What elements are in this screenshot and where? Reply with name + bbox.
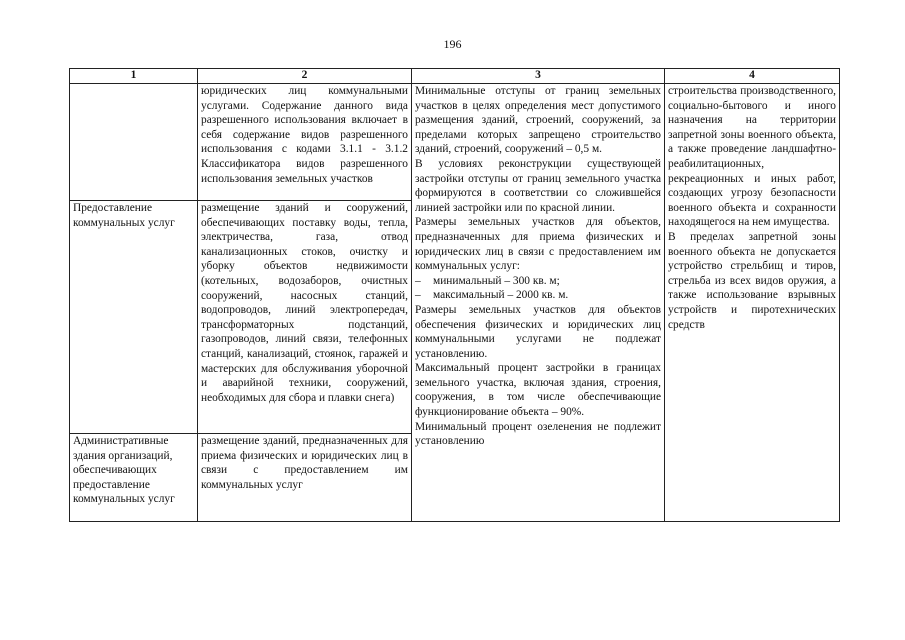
- table-header-row: [70, 69, 840, 84]
- parameters-para-3: Размеры земельных участков для объектов, предназначенных для приема физических и юридических лиц в связи с предоставлением им коммунальных услуг:: [415, 216, 661, 273]
- list-item: – максимальный – 2000 кв. м.: [415, 288, 661, 303]
- use-description-cell: размещение зданий, предназначенных для приема физических и юридических лиц в связи с предоставлением им коммунальных услуг: [198, 434, 412, 522]
- use-type-cell: Предоставление коммунальных услуг: [70, 201, 198, 434]
- restrictions-para-2: В пределах запретной зоны военного объекта не допускается устройство стрельбищ и тиров, стрельба из всех видов оружия, а также использование взрывных устройств и пиротехнических средств: [668, 230, 836, 331]
- use-type-cell: [70, 84, 198, 201]
- parameters-para-4: Размеры земельных участков для объектов обеспечения физических и юридических лиц коммунальными услугами не подлежат установлению.: [415, 303, 661, 360]
- page-number: 196: [443, 37, 462, 51]
- column-header-4: 4: [665, 69, 840, 84]
- regulations-table: [69, 68, 840, 522]
- use-description-cell: размещение зданий и сооружений, обеспечивающих поставку воды, тепла, электричества, газа, отвод канализационных стоков, очистку и уборку объектов недвижимости (котельных, водозаборов, очистных сооружений, насосных станций, водопроводов, линий электропередач, трансформаторных подстанций, газопроводов, линий связи, телефонных станций, канализаций, стоянок, гаражей и мастерских для обслуживания уборочной и аварийной техники, сооружений, необходимых для сбора и плавки снега): [198, 201, 412, 434]
- restrictions-para-1: строительства производственного, социально-бытового и иного назначения на территории запретной зоны военного объекта, а также проведение ландшафтно-реабилитационных, рекреационных и иных работ, создающих угрозу безопасности военного объекта и сохранности находящегося на нем имущества.: [668, 85, 836, 229]
- use-type-cell: Административные здания организаций, обеспечивающих предоставление коммунальных услуг: [70, 434, 198, 522]
- column-header-1: 1: [70, 69, 198, 84]
- restrictions-cell: [665, 84, 840, 522]
- parameters-cell: [412, 84, 665, 522]
- column-header-2: 2: [198, 69, 412, 84]
- parameters-para-1: Минимальные отступы от границ земельных участков в целях определения мест допустимого размещения зданий, строений, сооружений, за пределами которых запрещено строительство зданий, строений, сооружений – 0,5 м.: [415, 85, 661, 156]
- parameters-para-2: В условиях реконструкции существующей застройки отступы от границ земельного участка формируются в соответствии со сложившейся линией застройки или по красной линии.: [415, 157, 661, 214]
- parameters-para-5: Максимальный процент застройки в границах земельного участка, включая здания, строения, сооружения, в том числе обеспечивающие функционирование объекта – 90%.: [415, 362, 661, 419]
- parameters-para-6: Минимальный процент озеленения не подлежит установлению: [415, 420, 661, 448]
- table-row: [70, 84, 840, 201]
- column-header-3: 3: [412, 69, 665, 84]
- plot-size-list: [415, 274, 661, 303]
- list-item: – минимальный – 300 кв. м;: [415, 274, 661, 289]
- use-description-cell: юридических лиц коммунальными услугами. Содержание данного вида разрешенного использования включает в себя содержание видов разрешенного использования с кодами 3.1.1 - 3.1.2 Классификатора видов разрешенного использования земельных участков: [198, 84, 412, 201]
